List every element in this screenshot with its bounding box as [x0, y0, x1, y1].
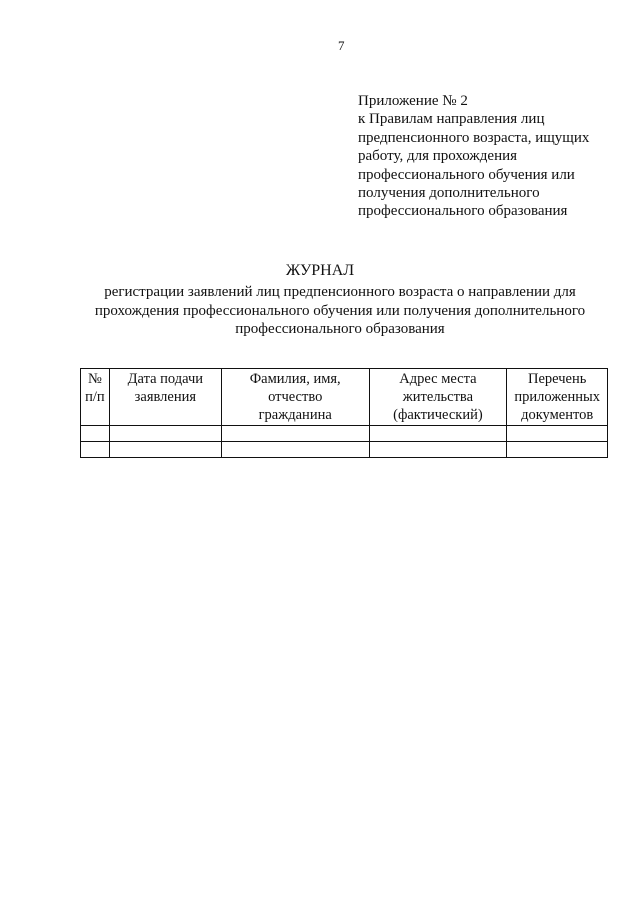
registry-table — [80, 368, 608, 458]
journal-subtitle-line: регистрации заявлений лиц предпенсионного возраста о направлении для — [104, 284, 576, 300]
appendix-line: профессионального образования — [358, 203, 568, 220]
header-number: № п/п — [81, 369, 110, 426]
journal-subtitle — [40, 283, 640, 339]
table-cell — [109, 426, 221, 442]
table-header-row — [81, 369, 608, 426]
journal-subtitle-line: профессионального образования — [235, 321, 445, 337]
appendix-block — [358, 92, 618, 221]
appendix-line: предпенсионного возраста, ищущих — [358, 129, 590, 146]
table-cell — [507, 426, 608, 442]
appendix-line: Приложение № 2 — [358, 93, 468, 109]
table-cell — [109, 442, 221, 458]
table-row — [81, 442, 608, 458]
appendix-line: профессионального обучения или — [358, 166, 575, 183]
page-number: 7 — [338, 38, 345, 53]
table-cell — [507, 442, 608, 458]
header-attached-documents: Перечень приложенных документов — [507, 369, 608, 426]
appendix-line: работу, для прохождения — [358, 148, 518, 165]
table-cell — [369, 442, 507, 458]
header-full-name: Фамилия, имя, отчество гражданина — [221, 369, 369, 426]
table-cell — [81, 426, 110, 442]
table-cell — [221, 442, 369, 458]
header-application-date: Дата подачи заявления — [109, 369, 221, 426]
table-cell — [221, 426, 369, 442]
journal-subtitle-line: прохождения профессионального обучения или получения дополнительного — [94, 302, 586, 319]
appendix-line: к Правилам направления лиц — [358, 111, 545, 128]
header-address: Адрес места жительства (фактический) — [369, 369, 507, 426]
appendix-line: получения дополнительного — [358, 185, 540, 202]
journal-title: ЖУРНАЛ — [285, 262, 355, 279]
table-cell — [81, 442, 110, 458]
table-cell — [369, 426, 507, 442]
table-row — [81, 426, 608, 442]
